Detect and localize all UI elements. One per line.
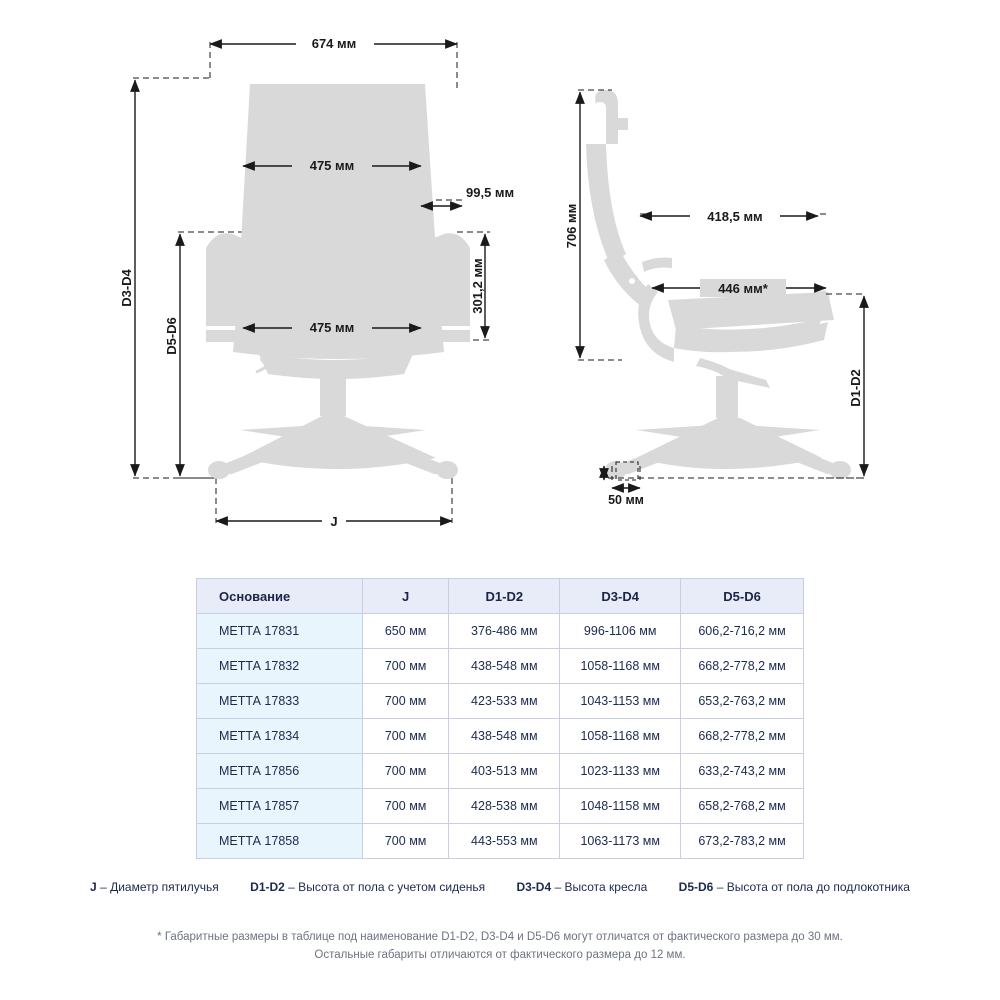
footnote-line-2: Остальные габариты отличаются от фактического размера до 12 мм.: [314, 949, 686, 962]
dim-99-5-label: 99,5 мм: [466, 185, 515, 200]
dim-d1d2-label: D1-D2: [848, 369, 863, 407]
legend: [0, 880, 1000, 894]
th-d5d6: D5-D6: [681, 579, 804, 614]
cell-j: 700 мм: [362, 649, 448, 684]
cell-d5d6: 668,2-778,2 мм: [681, 649, 804, 684]
table-header-row: [197, 579, 804, 614]
legend-item-d1d2: [250, 880, 485, 894]
dim-j: [216, 512, 452, 530]
cell-j: 700 мм: [362, 789, 448, 824]
cell-d3d4: 1063-1173 мм: [560, 824, 681, 859]
legend-item-j: [90, 880, 219, 894]
cell-d3d4: 996-1106 мм: [560, 614, 681, 649]
cell-d5d6: 673,2-783,2 мм: [681, 824, 804, 859]
cell-d1d2: 443-553 мм: [449, 824, 560, 859]
legend-item-d5d6: [679, 880, 910, 894]
cell-d1d2: 438-548 мм: [449, 719, 560, 754]
th-d1d2: D1-D2: [449, 579, 560, 614]
footnotes: [0, 928, 1000, 965]
dim-475-back-label: 475 мм: [309, 158, 355, 173]
legend-d1d2-text: – Высота от пола с учетом сиденья: [284, 880, 486, 894]
dimensions-table-wrapper: [196, 578, 804, 859]
legend-d3d4-key: D3-D4: [516, 880, 552, 894]
cell-d5d6: 668,2-778,2 мм: [681, 719, 804, 754]
th-osnovanie: Основание: [197, 579, 363, 614]
cell-d3d4: 1043-1153 мм: [560, 684, 681, 719]
dimensions-table: [196, 578, 804, 859]
cell-d5d6: 606,2-716,2 мм: [681, 614, 804, 649]
legend-item-d3d4: [516, 880, 647, 894]
cell-base-name: МЕТТА 17831: [197, 614, 363, 649]
cell-d3d4: 1058-1168 мм: [560, 649, 681, 684]
chair-front-silhouette: [206, 84, 470, 479]
cell-j: 700 мм: [362, 824, 448, 859]
dim-674: [210, 34, 457, 52]
dim-446-label: 446 мм*: [718, 281, 768, 296]
cell-d3d4: 1048-1158 мм: [560, 789, 681, 824]
table-row: [197, 684, 804, 719]
cell-base-name: МЕТТА 17858: [197, 824, 363, 859]
dim-d3d4: [119, 80, 135, 476]
table-row: [197, 649, 804, 684]
dim-418-5-label: 418,5 мм: [707, 209, 763, 224]
dim-j-label: J: [330, 514, 338, 529]
dim-706: [564, 92, 580, 358]
table-row: [197, 789, 804, 824]
cell-base-name: МЕТТА 17832: [197, 649, 363, 684]
dim-d3d4-label: D3-D4: [119, 269, 134, 307]
table-row: [197, 719, 804, 754]
cell-d1d2: 438-548 мм: [449, 649, 560, 684]
cell-base-name: МЕТТА 17856: [197, 754, 363, 789]
dim-d1d2: [848, 296, 864, 476]
cell-d3d4: 1023-1133 мм: [560, 754, 681, 789]
cell-base-name: МЕТТА 17857: [197, 789, 363, 824]
cell-base-name: МЕТТА 17833: [197, 684, 363, 719]
legend-j-text: – Диаметр пятилучья: [96, 880, 219, 894]
dim-d5d6-label: D5-D6: [164, 317, 179, 355]
table-row: [197, 614, 804, 649]
footnote-line-1: * Габаритные размеры в таблице под наименование D1-D2, D3-D4 и D5-D6 могут отличатся от фактического размера до 30 мм.: [157, 931, 843, 943]
legend-j-key: J: [90, 880, 97, 894]
legend-d5d6-key: D5-D6: [678, 880, 714, 894]
cell-d5d6: 658,2-768,2 мм: [681, 789, 804, 824]
dim-706-label: 706 мм: [564, 203, 579, 249]
cell-j: 700 мм: [362, 684, 448, 719]
table-row: [197, 824, 804, 859]
dim-301-2: [470, 234, 485, 338]
legend-d1d2-key: D1-D2: [250, 880, 285, 894]
table-row: [197, 754, 804, 789]
dim-50-label: 50 мм: [608, 493, 644, 507]
dim-475-seat-label: 475 мм: [309, 320, 355, 335]
cell-d1d2: 376-486 мм: [449, 614, 560, 649]
cell-j: 700 мм: [362, 719, 448, 754]
cell-j: 700 мм: [362, 754, 448, 789]
th-j: J: [362, 579, 448, 614]
dim-418-5: [640, 207, 818, 225]
dim-99-5: [421, 185, 514, 206]
cell-j: 650 мм: [362, 614, 448, 649]
cell-d1d2: 423-533 мм: [449, 684, 560, 719]
cell-d1d2: 403-513 мм: [449, 754, 560, 789]
th-d3d4: D3-D4: [560, 579, 681, 614]
dim-674-label: 674 мм: [311, 36, 357, 51]
cell-d5d6: 633,2-743,2 мм: [681, 754, 804, 789]
cell-d1d2: 428-538 мм: [449, 789, 560, 824]
dim-301-2-label: 301,2 мм: [470, 258, 485, 314]
dim-d5d6: [164, 234, 180, 476]
legend-d5d6-text: – Высота от пола до подлокотника: [713, 880, 910, 894]
cell-base-name: МЕТТА 17834: [197, 719, 363, 754]
cell-d5d6: 653,2-763,2 мм: [681, 684, 804, 719]
legend-d3d4-text: – Высота кресла: [551, 880, 648, 894]
cell-d3d4: 1058-1168 мм: [560, 719, 681, 754]
